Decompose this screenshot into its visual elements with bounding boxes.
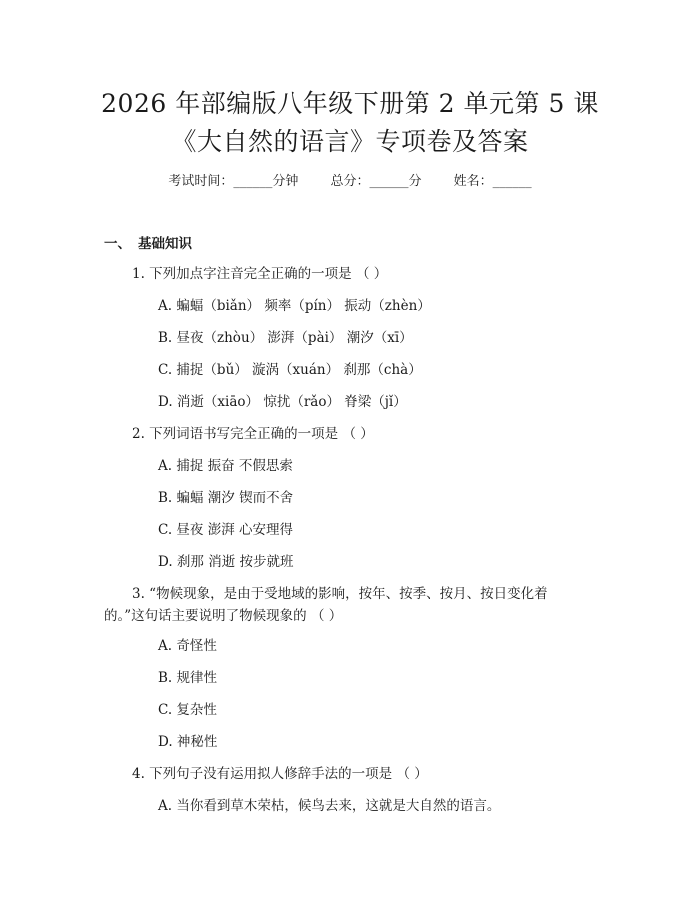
question-1-option-c: C. 捕捉（bǔ） 漩涡（xuán） 刹那（chà） [158, 362, 422, 378]
exam-meta [0, 170, 700, 189]
question-2-option-d: D. 刹那 消逝 按步就班 [158, 554, 294, 570]
question-3-option-a: A. 奇怪性 [158, 638, 217, 654]
total-score: 总分：______分 [330, 174, 422, 189]
question-4-option-a: A. 当你看到草木荣枯，候鸟去来，这就是大自然的语言。 [158, 798, 501, 814]
section-title: 基础知识 [138, 236, 192, 252]
student-name: 姓名：______ [453, 174, 532, 189]
document-title-line2: 《大自然的语言》专项卷及答案 [171, 127, 529, 156]
question-2-option-c: C. 昼夜 澎湃 心安理得 [158, 522, 294, 538]
question-1-option-a: A. 蝙蝠（biǎn） 频率（pín） 振动（zhèn） [158, 298, 431, 314]
question-2-stem: 2. 下列词语书写完全正确的一项是 （ ） [132, 426, 374, 442]
question-2-option-b: B. 蝙蝠 潮汐 锲而不舍 [158, 490, 294, 506]
question-3-option-d: D. 神秘性 [158, 734, 218, 750]
exam-time: 考试时间：______分钟 [168, 174, 299, 189]
document-title-line1: 2026 年部编版八年级下册第 2 单元第 5 课 [101, 89, 599, 118]
section-number: 一、 [104, 236, 131, 252]
question-2-option-a: A. 捕捉 振奋 不假思索 [158, 458, 293, 474]
question-3-stem-line1: 3. “物候现象，是由于受地域的影响，按年、按季、按月、按日变化着 [132, 586, 548, 602]
question-3-option-c: C. 复杂性 [158, 702, 217, 718]
section-heading [104, 232, 192, 252]
question-1-stem: 1. 下列加点字注音完全正确的一项是 （ ） [132, 266, 388, 282]
question-1-option-b: B. 昼夜（zhòu） 澎湃（pài） 潮汐（xī） [158, 330, 413, 346]
question-3-stem-line2: 的。”这句话主要说明了物候现象的 （ ） [104, 608, 343, 624]
question-4-stem: 4. 下列句子没有运用拟人修辞手法的一项是 （ ） [132, 766, 428, 782]
question-1-option-d: D. 消逝（xiāo） 惊扰（rǎo） 脊梁（jǐ） [158, 394, 407, 410]
question-3-option-b: B. 规律性 [158, 670, 218, 686]
